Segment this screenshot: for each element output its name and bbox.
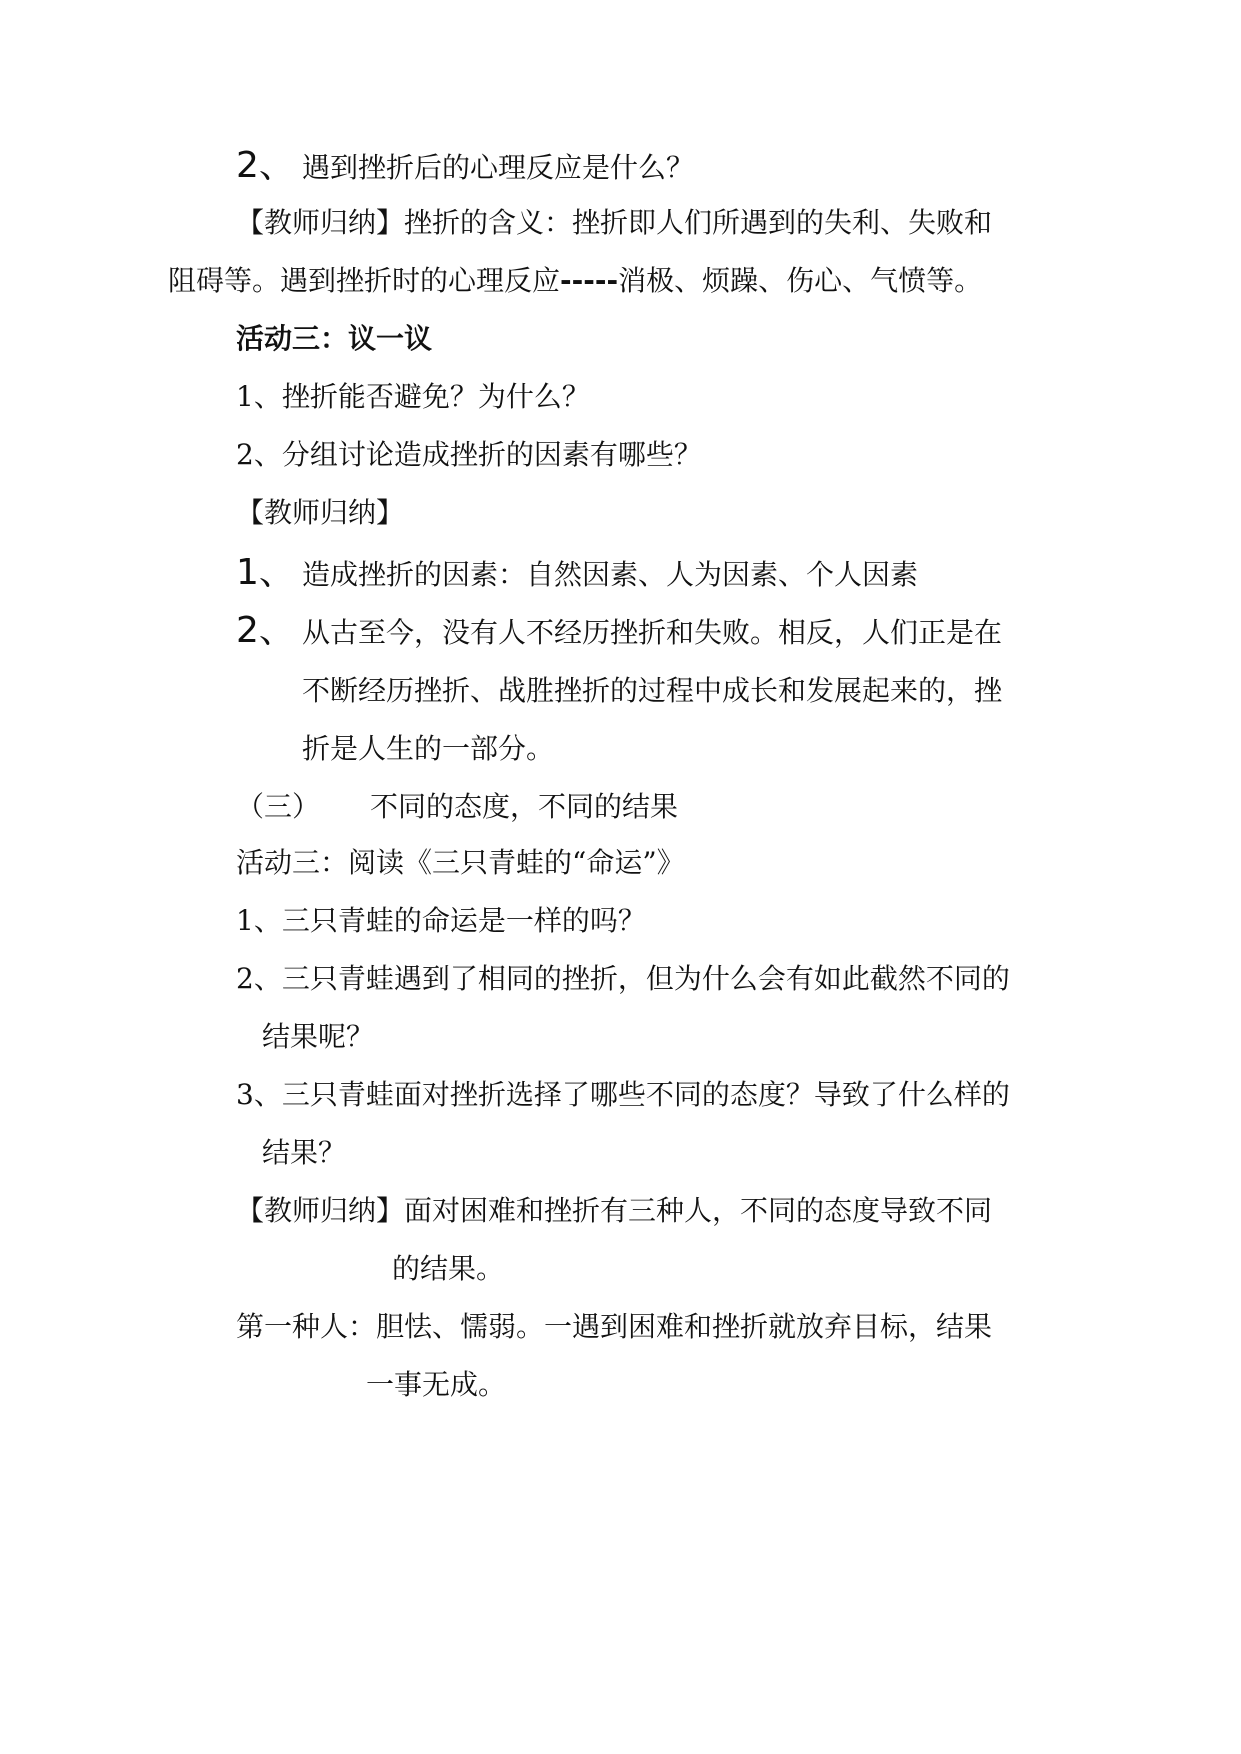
teacher-summary-line xyxy=(236,1193,992,1229)
activity-heading: 活动三：议一议 xyxy=(236,322,433,355)
summary-text: 阻碍等。遇到挫折时的心理反应 xyxy=(168,264,561,297)
section-number: （三） xyxy=(236,790,321,823)
discussion-question: 2、分组讨论造成挫折的因素有哪些？ xyxy=(236,438,702,471)
reading-question: 2、三只青蛙遇到了相同的挫折，但为什么会有如此截然不同的 xyxy=(236,962,1010,995)
summary-point: 从古至今，没有人不经历挫折和失败。相反，人们正是在 xyxy=(302,616,1003,649)
summary-point-continuation: 折是人生的一部分。 xyxy=(302,732,555,765)
summary-text: 挫折的含义：挫折即人们所遇到的失利、失败和 xyxy=(404,206,993,239)
reading-question-continuation: 结果呢？ xyxy=(262,1020,375,1053)
summary-point-continuation: 不断经历挫折、战胜挫折的过程中成长和发展起来的，挫 xyxy=(302,674,1003,707)
question-text: 遇到挫折后的心理反应是什么？ xyxy=(302,151,695,184)
summary-text: 面对困难和挫折有三种人，不同的态度导致不同 xyxy=(404,1194,993,1227)
teacher-summary-tag: 【教师归纳】 xyxy=(236,206,405,239)
list-number: 2、 xyxy=(236,610,295,651)
type-description-continuation: 一事无成。 xyxy=(366,1368,507,1401)
teacher-summary-tag: 【教师归纳】 xyxy=(236,496,405,529)
discussion-question: 1、挫折能否避免？为什么？ xyxy=(236,380,590,413)
summary-continuation: 的结果。 xyxy=(392,1252,505,1285)
teacher-summary-line xyxy=(236,205,992,241)
teacher-summary-tag: 【教师归纳】 xyxy=(236,1194,405,1227)
section-title: 不同的态度，不同的结果 xyxy=(370,790,679,823)
dash-separator: ----- xyxy=(560,264,619,297)
summary-continuation xyxy=(168,263,982,299)
summary-point: 造成挫折的因素：自然因素、人为因素、个人因素 xyxy=(302,558,919,591)
summary-text: 消极、烦躁、伤心、气愤等。 xyxy=(618,264,983,297)
list-number: 1、 xyxy=(236,552,295,593)
reading-question: 1、三只青蛙的命运是一样的吗？ xyxy=(236,904,646,937)
reading-question: 3、三只青蛙面对挫折选择了哪些不同的态度？导致了什么样的 xyxy=(236,1078,1010,1111)
activity-heading: 活动三：阅读《三只青蛙的“命运”》 xyxy=(236,846,685,879)
type-description: 第一种人：胆怯、懦弱。一遇到困难和挫折就放弃目标，结果 xyxy=(236,1310,993,1343)
list-number: 2、 xyxy=(236,145,295,186)
reading-question-continuation: 结果？ xyxy=(262,1136,347,1169)
